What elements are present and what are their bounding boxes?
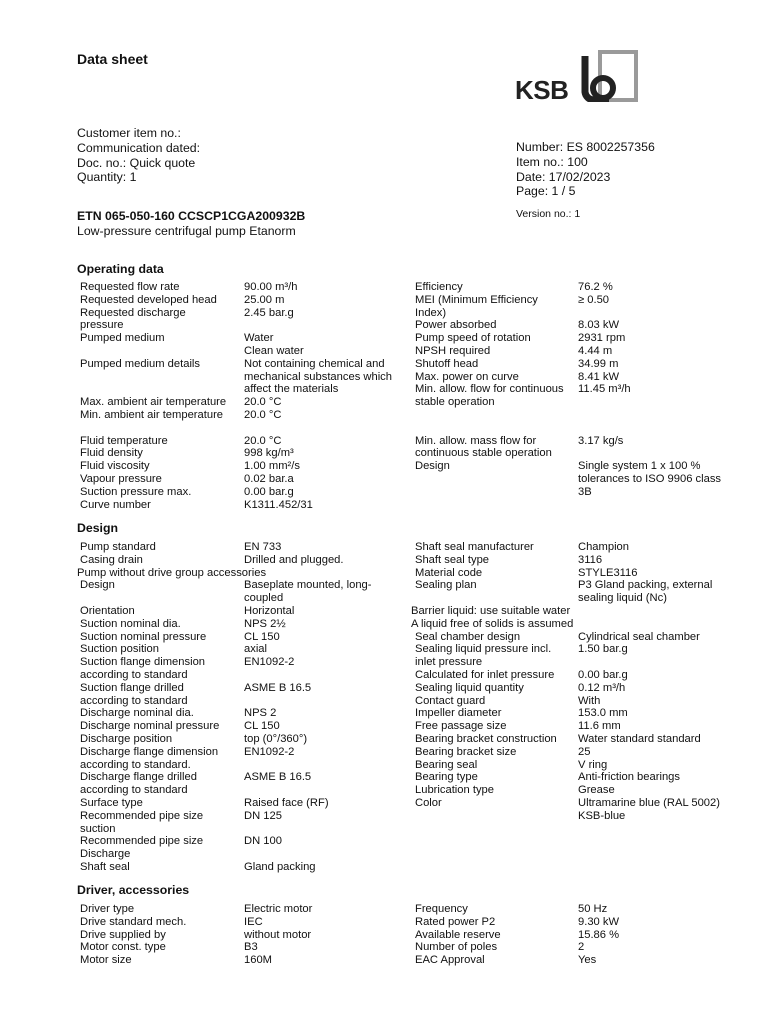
design-c1-line: Suction flange dimension bbox=[80, 656, 206, 669]
design-c1-line: Pump standard bbox=[80, 541, 156, 553]
design-c1-line: Casing drain bbox=[80, 553, 143, 566]
design-c2-line: DN 125 bbox=[244, 809, 282, 822]
design-c2-line: CL 150 bbox=[244, 630, 280, 643]
design-c4-line: Ultramarine blue (RAL 5002) bbox=[578, 797, 720, 809]
driver-c2-line: IEC bbox=[244, 915, 263, 928]
op-c4-line: 2931 rpm bbox=[578, 332, 626, 345]
op-c4-line: 3B bbox=[578, 485, 592, 498]
driver-c3-line: EAC Approval bbox=[415, 954, 485, 967]
item-no: Item no.: 100 bbox=[516, 154, 588, 169]
op-c3-line: Shutoff head bbox=[415, 357, 479, 370]
design-c3-line: Material code bbox=[415, 566, 483, 579]
design-c3-line: Sealing liquid pressure incl. bbox=[415, 643, 552, 656]
op-c1-line: pressure bbox=[80, 319, 124, 332]
op-c2-line: K1311.452/31 bbox=[244, 498, 313, 511]
design-c3-line: Seal chamber design bbox=[415, 630, 521, 643]
pump-description: Low-pressure centrifugal pump Etanorm bbox=[77, 224, 296, 238]
design-c1-line: Orientation bbox=[80, 605, 135, 617]
op-c1-line: Pumped medium bbox=[80, 332, 165, 345]
driver-c2-line: 160M bbox=[244, 954, 272, 967]
op-c4-line: 3.17 kg/s bbox=[578, 434, 624, 447]
driver-c4-line: 15.86 % bbox=[578, 928, 620, 941]
design-c2-line: axial bbox=[244, 643, 268, 656]
design-c2-line: top (0°/360°) bbox=[244, 733, 308, 745]
op-c1-line: Requested developed head bbox=[80, 293, 217, 306]
design-c2-line: ASME B 16.5 bbox=[244, 771, 312, 784]
driver-c1-line: Drive standard mech. bbox=[80, 915, 187, 928]
design-c1-line: Discharge flange dimension bbox=[80, 745, 219, 758]
design-c2-line: EN1092-2 bbox=[244, 745, 295, 758]
driver-c4-line: 2 bbox=[578, 941, 585, 954]
op-c2-line: 1.00 mm²/s bbox=[244, 460, 300, 473]
design-c3-line: Bearing bracket construction bbox=[415, 733, 557, 745]
design-c4-line: 25 bbox=[578, 745, 591, 758]
design-c1-line: Suction nominal pressure bbox=[80, 630, 207, 643]
driver-c2-line: B3 bbox=[244, 941, 258, 954]
meta-right bbox=[516, 140, 655, 199]
op-c2-line: 20.0 °C bbox=[244, 396, 282, 409]
design-c3-line: Color bbox=[415, 797, 442, 809]
design-c2-line: coupled bbox=[244, 592, 284, 605]
op-c3-line: MEI (Minimum Efficiency bbox=[415, 293, 538, 306]
op-c1-line: Max. ambient air temperature bbox=[80, 396, 227, 409]
design-c1-line: Surface type bbox=[80, 797, 143, 809]
op-c4-line: 76.2 % bbox=[578, 281, 613, 293]
date: Date: 17/02/2023 bbox=[516, 169, 611, 184]
design-c4-line: 3116 bbox=[578, 553, 603, 566]
op-c4-line: 8.41 kW bbox=[578, 370, 620, 383]
op-c3-line: NPSH required bbox=[415, 345, 491, 357]
design-c3-line: Sealing liquid quantity bbox=[415, 681, 524, 694]
op-c3-line: Index) bbox=[415, 306, 447, 319]
design-c4-line: Grease bbox=[578, 784, 615, 797]
design-c1-line: Discharge position bbox=[80, 733, 173, 745]
op-c1-line: Fluid viscosity bbox=[80, 460, 150, 473]
design-c3-line: Contact guard bbox=[415, 694, 486, 707]
design-span-note: Pump without drive group accessories bbox=[77, 567, 267, 579]
design-c1-line: Suction nominal dia. bbox=[80, 617, 181, 630]
design-c2-line: CL 150 bbox=[244, 720, 280, 733]
driver-c3-line: Rated power P2 bbox=[415, 915, 496, 928]
design-c3-line: Impeller diameter bbox=[415, 707, 502, 720]
op-c2-line: 25.00 m bbox=[244, 293, 285, 306]
page-title: Data sheet bbox=[77, 51, 148, 67]
design-c4-line: 153.0 mm bbox=[578, 707, 628, 720]
op-c1-line: Requested flow rate bbox=[80, 281, 180, 293]
op-c1-line: Requested discharge bbox=[80, 306, 186, 319]
op-c2-line: affect the materials bbox=[244, 383, 339, 396]
op-c2-line: Not containing chemical and bbox=[244, 357, 385, 370]
design-c2-line: Drilled and plugged. bbox=[244, 553, 344, 566]
design-c2-line: Gland packing bbox=[244, 861, 316, 873]
op-c2-line: 998 kg/m³ bbox=[244, 447, 294, 460]
op-c4-line: tolerances to ISO 9906 class bbox=[578, 473, 722, 485]
op-c3-line: Design bbox=[415, 460, 450, 473]
op-c3-line: Efficiency bbox=[415, 281, 463, 293]
op-c2-line: mechanical substances which bbox=[244, 370, 392, 383]
version-no: Version no.: 1 bbox=[516, 208, 581, 220]
op-c3-line: continuous stable operation bbox=[415, 447, 552, 460]
design-c3-line: Bearing type bbox=[415, 771, 478, 784]
design-c3-line: Shaft seal type bbox=[415, 553, 490, 566]
ksb-logo bbox=[515, 50, 640, 102]
design-c1-line: Suction flange drilled bbox=[80, 681, 184, 694]
op-c1-line: Suction pressure max. bbox=[80, 485, 192, 498]
design-c4-line: 11.6 mm bbox=[578, 720, 621, 733]
page-count: Page: 1 / 5 bbox=[516, 184, 576, 199]
op-c1-line: Min. ambient air temperature bbox=[80, 409, 224, 421]
design-c2-line: Horizontal bbox=[244, 605, 295, 617]
driver-c3-line: Available reserve bbox=[415, 928, 501, 941]
design-c2-line: DN 100 bbox=[244, 835, 282, 848]
design-c3-line: Free passage size bbox=[415, 720, 507, 733]
op-c3-line: Min. allow. mass flow for bbox=[415, 434, 537, 447]
driver-c4-line: Yes bbox=[578, 954, 597, 967]
op-c2-line: 0.00 bar.g bbox=[244, 485, 294, 498]
design-c1-line: Recommended pipe size bbox=[80, 809, 204, 822]
design-c4-line: V ring bbox=[578, 758, 608, 771]
design-c1-line: Design bbox=[80, 579, 115, 592]
customer-item: Customer item no.: bbox=[77, 126, 181, 140]
op-c1-line: Fluid density bbox=[80, 447, 143, 460]
brand-text: KSB bbox=[515, 75, 569, 102]
driver-c4-line: 50 Hz bbox=[578, 903, 608, 915]
op-c3-line: Pump speed of rotation bbox=[415, 332, 531, 345]
design-c3-line: Sealing plan bbox=[415, 579, 477, 592]
driver-c1-line: Motor size bbox=[80, 954, 132, 967]
op-c1-line: Vapour pressure bbox=[80, 473, 162, 485]
driver-c1-line: Drive supplied by bbox=[80, 928, 166, 941]
design-c4-line: Cylindrical seal chamber bbox=[578, 630, 700, 643]
pump-id: ETN 065-050-160 CCSCP1CGA200932B bbox=[77, 209, 306, 223]
design-c3-line: Lubrication type bbox=[415, 784, 494, 797]
op-c1-line: Curve number bbox=[80, 498, 151, 511]
design-c1-line: Shaft seal bbox=[80, 861, 130, 873]
design-c4-line: STYLE3116 bbox=[578, 566, 638, 579]
design-c1-line: Recommended pipe size bbox=[80, 835, 204, 848]
doc-no: Doc. no.: Quick quote bbox=[77, 155, 196, 170]
op-c2-line: 2.45 bar.g bbox=[244, 306, 294, 319]
design-c4-line: sealing liquid (Nc) bbox=[578, 592, 667, 605]
design-c1-line: according to standard bbox=[80, 784, 188, 797]
section-design: Design bbox=[77, 521, 118, 535]
design-c3-line: Shaft seal manufacturer bbox=[415, 541, 534, 553]
solids-note: A liquid free of solids is assumed bbox=[411, 618, 574, 630]
design-c3-line: Bearing bracket size bbox=[415, 745, 517, 758]
design-c4-line: Water standard standard bbox=[578, 733, 701, 745]
driver-c4-line: 9.30 kW bbox=[578, 915, 620, 928]
op-c2-line: Water bbox=[244, 332, 274, 345]
driver-c2-line: Electric motor bbox=[244, 903, 313, 915]
design-c1-line: according to standard bbox=[80, 694, 188, 707]
design-c1-line: Discharge bbox=[80, 848, 131, 861]
meta-left bbox=[77, 126, 200, 185]
design-c1-line: Discharge flange drilled bbox=[80, 771, 197, 784]
driver-c1-line: Motor const. type bbox=[80, 941, 166, 954]
section-operating-data: Operating data bbox=[77, 262, 164, 276]
op-c3-line: Power absorbed bbox=[415, 319, 497, 332]
design-c4-line: Champion bbox=[578, 541, 629, 553]
design-c1-line: Discharge nominal pressure bbox=[80, 720, 220, 733]
doc-number: Number: ES 8002257356 bbox=[516, 140, 655, 154]
op-c1-line: Fluid temperature bbox=[80, 434, 168, 447]
design-c4-line: KSB-blue bbox=[578, 809, 626, 822]
op-c4-line: 34.99 m bbox=[578, 357, 619, 370]
quantity: Quantity: 1 bbox=[77, 170, 137, 185]
driver-c2-line: without motor bbox=[244, 928, 312, 941]
design-c1-line: Discharge nominal dia. bbox=[80, 707, 194, 720]
design-c4-line: Anti-friction bearings bbox=[578, 771, 680, 784]
design-c2-line: NPS 2 bbox=[244, 707, 277, 720]
design-c4-line: 0.12 m³/h bbox=[578, 681, 626, 694]
op-c4-line: 11.45 m³/h bbox=[578, 383, 631, 396]
op-c2-line: 20.0 °C bbox=[244, 434, 282, 447]
design-c3-line: Bearing seal bbox=[415, 758, 478, 771]
design-c1-line: according to standard bbox=[80, 669, 188, 681]
op-c3-line: stable operation bbox=[415, 396, 495, 409]
op-c3-line: Min. allow. flow for continuous bbox=[415, 383, 564, 396]
design-c1-line: according to standard. bbox=[80, 758, 191, 771]
driver-c3-line: Number of poles bbox=[415, 941, 498, 954]
design-c2-line: Raised face (RF) bbox=[244, 797, 329, 809]
op-c3-line: Max. power on curve bbox=[415, 370, 519, 383]
section-driver: Driver, accessories bbox=[77, 883, 190, 897]
design-c4-line: With bbox=[578, 694, 601, 707]
op-c2-line: 0.02 bar.a bbox=[244, 473, 294, 485]
op-c4-line: Single system 1 x 100 % bbox=[578, 460, 701, 473]
design-c4-line: P3 Gland packing, external bbox=[578, 579, 713, 592]
driver-c3-line: Frequency bbox=[415, 903, 468, 915]
communication-dated: Communication dated: bbox=[77, 140, 201, 155]
op-c2-line: Clean water bbox=[244, 345, 304, 357]
op-c4-line: 8.03 kW bbox=[578, 319, 620, 332]
design-c3-line: Calculated for inlet pressure bbox=[415, 669, 555, 681]
op-c1-line: Pumped medium details bbox=[80, 357, 201, 370]
design-c2-line: Baseplate mounted, long- bbox=[244, 579, 372, 592]
design-c2-line: EN1092-2 bbox=[244, 656, 295, 669]
op-c4-line: 4.44 m bbox=[578, 345, 613, 357]
op-c2-line: 90.00 m³/h bbox=[244, 281, 298, 293]
design-c4-line: 1.50 bar.g bbox=[578, 643, 628, 656]
design-c3-line: inlet pressure bbox=[415, 656, 483, 669]
design-c2-line: EN 733 bbox=[244, 541, 282, 553]
op-c2-line: 20.0 °C bbox=[244, 409, 282, 421]
design-c2-line: NPS 2½ bbox=[244, 617, 286, 630]
design-c1-line: suction bbox=[80, 822, 116, 835]
design-c1-line: Suction position bbox=[80, 643, 159, 656]
design-c2-line: ASME B 16.5 bbox=[244, 681, 312, 694]
op-c4-line: ≥ 0.50 bbox=[578, 293, 610, 306]
design-c4-line: 0.00 bar.g bbox=[578, 669, 628, 681]
driver-c1-line: Driver type bbox=[80, 903, 135, 915]
barrier-liquid-note: Barrier liquid: use suitable water bbox=[411, 605, 571, 617]
